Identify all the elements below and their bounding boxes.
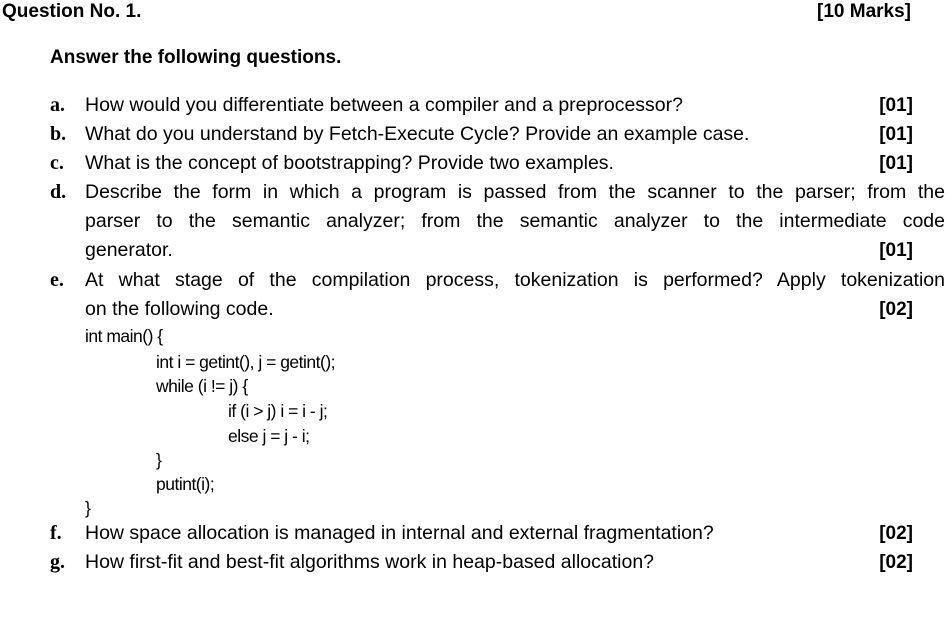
- question-text: on the following code.: [85, 298, 274, 320]
- code-line: int main() {: [85, 326, 163, 346]
- question-letter: f.: [50, 522, 62, 544]
- code-line: int i = getint(), j = getint();: [156, 352, 336, 372]
- question-title: Question No. 1.: [2, 1, 142, 22]
- question-marks: [01]: [879, 95, 913, 116]
- question-marks: [01]: [879, 153, 913, 174]
- code-line: }: [85, 498, 91, 518]
- question-marks: [02]: [879, 552, 913, 573]
- code-line: if (i > j) i = i - j;: [228, 401, 328, 421]
- question-text: parser to the semantic analyzer; from the semantic analyzer to the intermediate code: [85, 210, 945, 232]
- question-text: At what stage of the compilation process, tokenization is performed? Apply tokenization: [85, 269, 945, 291]
- code-line: putint(i);: [156, 474, 215, 494]
- question-text: What do you understand by Fetch-Execute Cycle? Provide an example case.: [85, 123, 750, 145]
- question-marks: [01]: [879, 240, 913, 261]
- question-text: Describe the form in which a program is passed from the scanner to the parser; from the: [85, 181, 945, 203]
- question-text: How would you differentiate between a compiler and a preprocessor?: [85, 94, 683, 116]
- question-marks: [01]: [879, 124, 913, 145]
- code-line: }: [156, 450, 162, 470]
- code-line: while (i != j) {: [156, 376, 248, 396]
- question-letter: a.: [50, 94, 65, 116]
- question-letter: g.: [50, 551, 65, 573]
- question-letter: d.: [50, 181, 67, 203]
- question-marks: [02]: [879, 523, 913, 544]
- question-text: What is the concept of bootstrapping? Provide two examples.: [85, 152, 614, 174]
- question-letter: e.: [50, 269, 64, 291]
- total-marks: [10 Marks]: [817, 1, 911, 22]
- instruction-heading: Answer the following questions.: [50, 47, 342, 68]
- question-marks: [02]: [879, 299, 913, 320]
- question-letter: b.: [50, 123, 67, 145]
- question-text: How space allocation is managed in internal and external fragmentation?: [85, 522, 714, 544]
- question-text: generator.: [85, 239, 173, 261]
- code-line: else j = j - i;: [228, 426, 310, 446]
- question-letter: c.: [50, 152, 64, 174]
- question-text: How first-fit and best-fit algorithms work in heap-based allocation?: [85, 551, 655, 573]
